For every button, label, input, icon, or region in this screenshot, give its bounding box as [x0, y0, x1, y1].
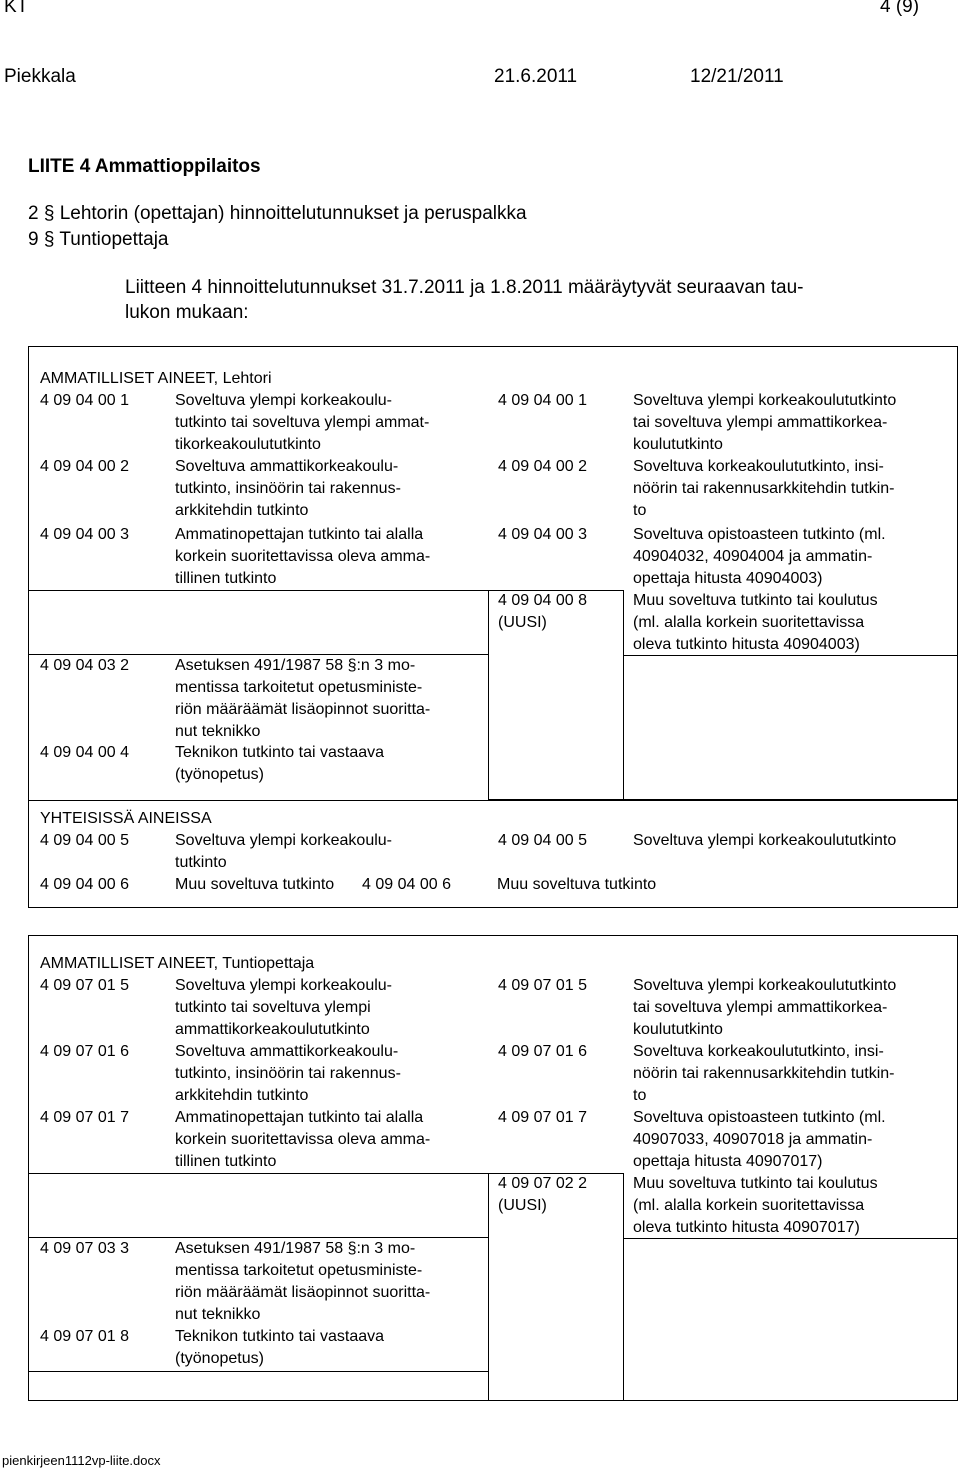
description-line: tillinen tutkinto — [175, 1153, 277, 1170]
code-cell: 4 09 04 00 5 — [40, 832, 129, 849]
description-line: koulututkinto — [633, 436, 723, 453]
description-line: ammattikorkeakoulututkinto — [175, 1021, 370, 1038]
code-cell: 4 09 04 00 1 — [40, 392, 129, 409]
code-cell: 4 09 04 00 2 — [40, 458, 129, 475]
description-line: tikorkeakoulututkinto — [175, 436, 321, 453]
description-line: Soveltuva ylempi korkeakoulututkinto — [633, 832, 897, 849]
description-line: tutkinto, insinöörin tai rakennus- — [175, 480, 401, 497]
code-cell: 4 09 04 00 4 — [40, 744, 129, 761]
description-line: Soveltuva korkeakoulututkinto, insi- — [633, 1043, 884, 1060]
code-cell: 4 09 04 03 2 — [40, 657, 129, 674]
code-cell: 4 09 07 01 7 — [40, 1109, 129, 1126]
description-line: Muu soveltuva tutkinto — [175, 876, 335, 893]
description-line: mentissa tarkoitetut opetusministe- — [175, 1262, 423, 1279]
header-author: Piekkala — [4, 66, 76, 87]
description-line: 40907033, 40907018 ja ammatin- — [633, 1131, 873, 1148]
description-line: korkein suoritettavissa oleva amma- — [175, 1131, 431, 1148]
description-line: riön määräämät lisäopinnot suoritta- — [175, 701, 431, 718]
description-line: opettaja hitusta 40907017) — [633, 1153, 823, 1170]
description-line: nöörin tai rakennusarkkitehdin tutkin- — [633, 1065, 895, 1082]
code-cell: 4 09 04 00 8 — [498, 592, 587, 609]
intro-line-2: lukon mukaan: — [125, 302, 249, 323]
description-line: riön määräämät lisäopinnot suoritta- — [175, 1284, 431, 1301]
description-line: tai soveltuva ylempi ammattikorkea- — [633, 414, 888, 431]
description-line: oleva tutkinto hitusta 40904003) — [633, 636, 860, 653]
description-line: 40904032, 40904004 ja ammatin- — [633, 548, 873, 565]
code-cell: 4 09 07 01 6 — [498, 1043, 587, 1060]
code-cell: 4 09 04 00 6 — [362, 876, 451, 893]
description-line: tai soveltuva ylempi ammattikorkea- — [633, 999, 888, 1016]
description-line: Muu soveltuva tutkinto tai koulutus — [633, 592, 878, 609]
description-line: nöörin tai rakennusarkkitehdin tutkin- — [633, 480, 895, 497]
description-line: nut teknikko — [175, 1306, 261, 1323]
intro-line-1: Liitteen 4 hinnoittelutunnukset 31.7.2011 ja 1.8.2011 määräytyvät seuraavan tau- — [125, 277, 804, 298]
description-line: oleva tutkinto hitusta 40907017) — [633, 1219, 860, 1236]
header-date-2: 12/21/2011 — [690, 66, 784, 87]
description-line: Teknikon tutkinto tai vastaava — [175, 1328, 385, 1345]
table2-heading: AMMATILLISET AINEET, Tuntiopettaja — [40, 955, 315, 972]
code-cell: 4 09 04 00 1 — [498, 392, 587, 409]
code-cell: 4 09 07 01 5 — [40, 977, 129, 994]
empty-text-cell — [623, 655, 958, 800]
code-cell: 4 09 04 00 6 — [40, 876, 129, 893]
description-line: koulututkinto — [633, 1021, 723, 1038]
description-line: Soveltuva ylempi korkeakoulu- — [175, 832, 392, 849]
subheading-2: 9 § Tuntiopettaja — [28, 229, 169, 250]
description-line: Ammatinopettajan tutkinto tai alalla — [175, 1109, 424, 1126]
code-cell: 4 09 07 01 8 — [40, 1328, 129, 1345]
subheading-1: 2 § Lehtorin (opettajan) hinnoittelutunnukset ja peruspalkka — [28, 203, 527, 224]
description-line: to — [633, 1087, 647, 1104]
description-line: Asetuksen 491/1987 58 §:n 3 mo- — [175, 1240, 416, 1257]
document-title: LIITE 4 Ammattioppilaitos — [28, 156, 261, 177]
description-line: mentissa tarkoitetut opetusministe- — [175, 679, 423, 696]
code-cell: 4 09 07 01 5 — [498, 977, 587, 994]
description-line: Muu soveltuva tutkinto tai koulutus — [633, 1175, 878, 1192]
code-cell: 4 09 07 01 7 — [498, 1109, 587, 1126]
description-line: Soveltuva ammattikorkeakoulu- — [175, 1043, 399, 1060]
description-line: (työnopetus) — [175, 1350, 264, 1367]
code-cell: 4 09 07 02 2 — [498, 1175, 587, 1192]
footer-filename: pienkirjeen1112vp-liite.docx — [2, 1453, 161, 1468]
code-cell: 4 09 07 03 3 — [40, 1240, 129, 1257]
table1-heading: AMMATILLISET AINEET, Lehtori — [40, 370, 272, 387]
description-line: korkein suoritettavissa oleva amma- — [175, 548, 431, 565]
description-line: Soveltuva opistoasteen tutkinto (ml. — [633, 1109, 886, 1126]
description-line: (ml. alalla korkein suoritettavissa — [633, 614, 865, 631]
code-cell: 4 09 04 00 3 — [498, 526, 587, 543]
code-cell: (UUSI) — [498, 1197, 547, 1214]
description-line: arkkitehdin tutkinto — [175, 502, 309, 519]
code-cell: (UUSI) — [498, 614, 547, 631]
description-line: Soveltuva ylempi korkeakoulututkinto — [633, 392, 897, 409]
code-cell: 4 09 07 01 6 — [40, 1043, 129, 1060]
description-line: Soveltuva ammattikorkeakoulu- — [175, 458, 399, 475]
header-date-1: 21.6.2011 — [494, 66, 578, 87]
description-line: tillinen tutkinto — [175, 570, 277, 587]
code-cell: 4 09 04 00 5 — [498, 832, 587, 849]
description-line: Soveltuva ylempi korkeakoulu- — [175, 392, 392, 409]
page-number: 4 (9) — [880, 0, 920, 17]
description-line: Asetuksen 491/1987 58 §:n 3 mo- — [175, 657, 416, 674]
description-line: Ammatinopettajan tutkinto tai alalla — [175, 526, 424, 543]
description-line: Soveltuva ylempi korkeakoulututkinto — [633, 977, 897, 994]
empty-text-cell-2 — [623, 1238, 958, 1401]
description-line: opettaja hitusta 40904003) — [633, 570, 823, 587]
description-line: tutkinto tai soveltuva ylempi ammat- — [175, 414, 430, 431]
description-line: tutkinto — [175, 854, 227, 871]
code-cell: 4 09 04 00 2 — [498, 458, 587, 475]
empty-cell-3 — [28, 1371, 489, 1401]
empty-cell-2 — [28, 1173, 489, 1238]
header-left: KT — [4, 0, 29, 17]
description-line: tutkinto, insinöörin tai rakennus- — [175, 1065, 401, 1082]
empty-cell — [28, 590, 489, 655]
description-line: (työnopetus) — [175, 766, 264, 783]
description-line: Muu soveltuva tutkinto — [497, 876, 657, 893]
description-line: Soveltuva opistoasteen tutkinto (ml. — [633, 526, 886, 543]
description-line: Soveltuva ylempi korkeakoulu- — [175, 977, 392, 994]
description-line: Soveltuva korkeakoulututkinto, insi- — [633, 458, 884, 475]
common-heading: YHTEISISSÄ AINEISSA — [40, 810, 212, 827]
description-line: Teknikon tutkinto tai vastaava — [175, 744, 385, 761]
code-cell: 4 09 04 00 3 — [40, 526, 129, 543]
description-line: arkkitehdin tutkinto — [175, 1087, 309, 1104]
description-line: to — [633, 502, 647, 519]
description-line: (ml. alalla korkein suoritettavissa — [633, 1197, 865, 1214]
description-line: nut teknikko — [175, 723, 261, 740]
description-line: tutkinto tai soveltuva ylempi — [175, 999, 371, 1016]
